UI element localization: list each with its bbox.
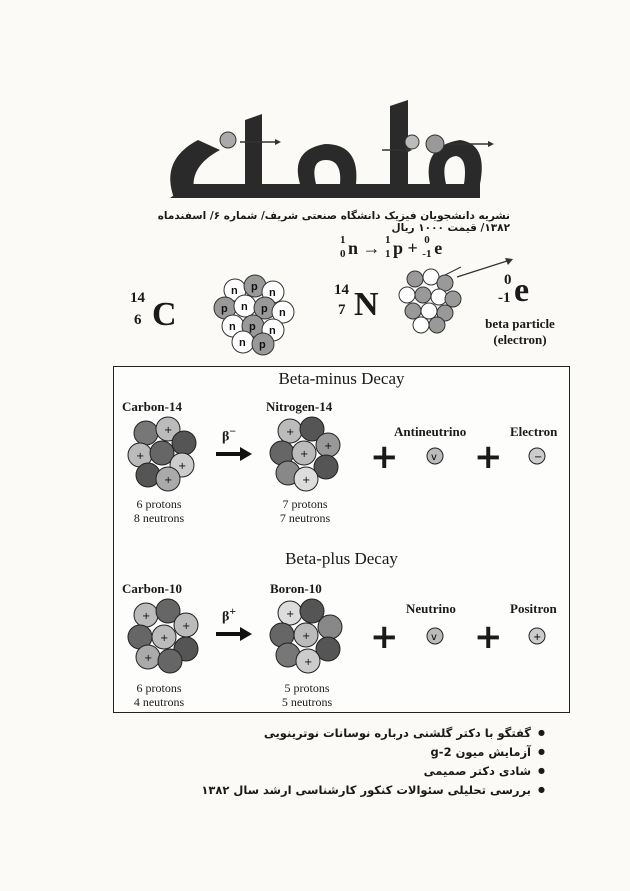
eq-e-mass: 0 (424, 234, 430, 246)
svg-text:+: + (302, 475, 311, 486)
positron-icon (528, 627, 546, 649)
electron-atomic: -1 (498, 290, 511, 306)
carbon-14-cluster-icon (124, 415, 199, 499)
beta-minus-arrow-icon (214, 425, 254, 466)
contents-list (201, 726, 545, 802)
svg-text:v: v (431, 452, 437, 463)
masthead-subtitle: نشریه دانشجویان فیزیک دانشگاه صنعتی شریف/ شماره ۶/ اسفندماه ۱۳۸۲/ قیمت ۱۰۰۰ ریال (157, 210, 510, 234)
svg-text:+: + (142, 611, 151, 622)
beta-label-line2: (electron) (493, 332, 547, 347)
svg-text:n: n (269, 325, 276, 337)
eq-p-mass: 1 (385, 234, 391, 246)
electron-mass: 0 (504, 272, 512, 288)
plus-icon: + (370, 437, 399, 477)
svg-text:+: + (533, 632, 542, 643)
nitrogen-letter: N (354, 286, 379, 323)
beta-plus-sign: + (229, 605, 237, 618)
svg-text:+: + (286, 427, 295, 438)
electron-label: Electron (510, 424, 558, 439)
beta-label-line1: beta particle (485, 316, 555, 331)
svg-text:p: p (249, 321, 256, 333)
antineutrino-label: Antineutrino (394, 424, 467, 439)
nitrogen-14-protons: 7 protons (282, 497, 328, 511)
beta-plus-heading: Beta-plus Decay (285, 549, 398, 568)
svg-text:n: n (231, 285, 238, 297)
eq-n-atomic: 0 (340, 248, 346, 260)
svg-text:+: + (160, 633, 169, 644)
eq-e-atomic: -1 (422, 248, 432, 260)
beta-particle-label (470, 316, 570, 348)
boron-10-cluster-icon (266, 597, 346, 681)
beta-plus-arrow-icon (214, 605, 254, 646)
electron-letter: e (514, 272, 530, 309)
carbon-mass: 14 (130, 290, 145, 306)
eq-p-atomic: 1 (385, 248, 391, 260)
nitrogen-14-cluster-icon (266, 415, 346, 499)
svg-text:+: + (182, 621, 191, 632)
svg-text:n: n (229, 321, 236, 333)
svg-text:+: + (136, 451, 145, 462)
plus-icon: + (474, 437, 503, 477)
svg-text:n: n (241, 301, 248, 313)
contents-item[interactable]: ● گفتگو با دکتر گلشنی درباره نوسانات نوترینویی (201, 726, 545, 740)
decay-equation: 1 0 n → 1 1 p + 0 -1 e (340, 234, 443, 260)
contents-item[interactable]: ● شادی دکتر صمیمی (201, 764, 545, 778)
boron-10-label: Boron-10 (270, 581, 322, 596)
electron-icon (528, 447, 546, 469)
svg-text:−: − (534, 452, 543, 463)
electron-symbol (498, 272, 548, 317)
svg-text:+: + (286, 609, 295, 620)
carbon-14-symbol (122, 290, 192, 340)
svg-text:n: n (239, 337, 246, 349)
beta-minus-arrow-label: β (222, 429, 230, 445)
carbon-10-neutrons: 4 neutrons (133, 695, 185, 709)
beta-minus-heading: Beta-minus Decay (278, 369, 405, 388)
svg-text:+: + (164, 425, 173, 436)
nitrogen-mass: 14 (334, 282, 349, 298)
nitrogen-atomic: 7 (338, 302, 346, 318)
carbon-atomic: 6 (134, 312, 142, 328)
positron-label: Positron (510, 601, 557, 616)
svg-text:+: + (144, 653, 153, 664)
carbon-14-counts (124, 497, 194, 525)
decay-diagram-box (113, 366, 570, 713)
carbon-14-protons: 6 protons (136, 497, 182, 511)
svg-text:n: n (279, 307, 286, 319)
carbon-10-counts (124, 681, 194, 709)
neutrino-label: Neutrino (406, 601, 456, 616)
carbon-14-neutrons: 8 neutrons (133, 511, 185, 525)
svg-text:+: + (324, 441, 333, 452)
carbon-10-protons: 6 protons (136, 681, 182, 695)
eq-n-mass: 1 (340, 234, 346, 246)
nitrogen-14-label: Nitrogen-14 (266, 399, 333, 414)
svg-text:p: p (261, 303, 268, 315)
beta-plus-arrow-label: β (222, 609, 230, 625)
carbon-14-label: Carbon-14 (122, 399, 182, 414)
svg-text:v: v (431, 632, 437, 643)
svg-text:+: + (300, 449, 309, 460)
nitrogen-14-symbol (330, 282, 390, 332)
neutrino-icon (426, 627, 444, 649)
plus-icon: + (370, 617, 399, 657)
contents-item[interactable]: ● آزمایش میون 2-g (201, 745, 545, 759)
carbon-10-cluster-icon (124, 597, 204, 681)
boron-10-neutrons: 5 neutrons (281, 695, 333, 709)
svg-text:+: + (164, 475, 173, 486)
boron-10-protons: 5 protons (284, 681, 330, 695)
carbon-14-nucleus-icon (205, 268, 300, 362)
plus-icon: + (474, 617, 503, 657)
svg-text:n: n (269, 287, 276, 299)
svg-text:+: + (302, 631, 311, 642)
contents-item[interactable]: ● بررسی تحلیلی سئوالات کنکور کارشناسی ارشد سال ۱۳۸۲ (201, 783, 545, 797)
antineutrino-icon (426, 447, 444, 469)
svg-text:p: p (259, 339, 266, 351)
svg-text:p: p (251, 281, 258, 293)
svg-text:p: p (221, 303, 228, 315)
nitrogen-14-counts (270, 497, 340, 525)
svg-text:+: + (178, 461, 187, 472)
carbon-letter: C (152, 296, 177, 333)
carbon-10-label: Carbon-10 (122, 581, 182, 596)
boron-10-counts (272, 681, 342, 709)
svg-text:+: + (304, 657, 313, 668)
masthead-logo (150, 100, 500, 210)
beta-minus-sign: − (229, 425, 237, 438)
nitrogen-14-neutrons: 7 neutrons (279, 511, 331, 525)
